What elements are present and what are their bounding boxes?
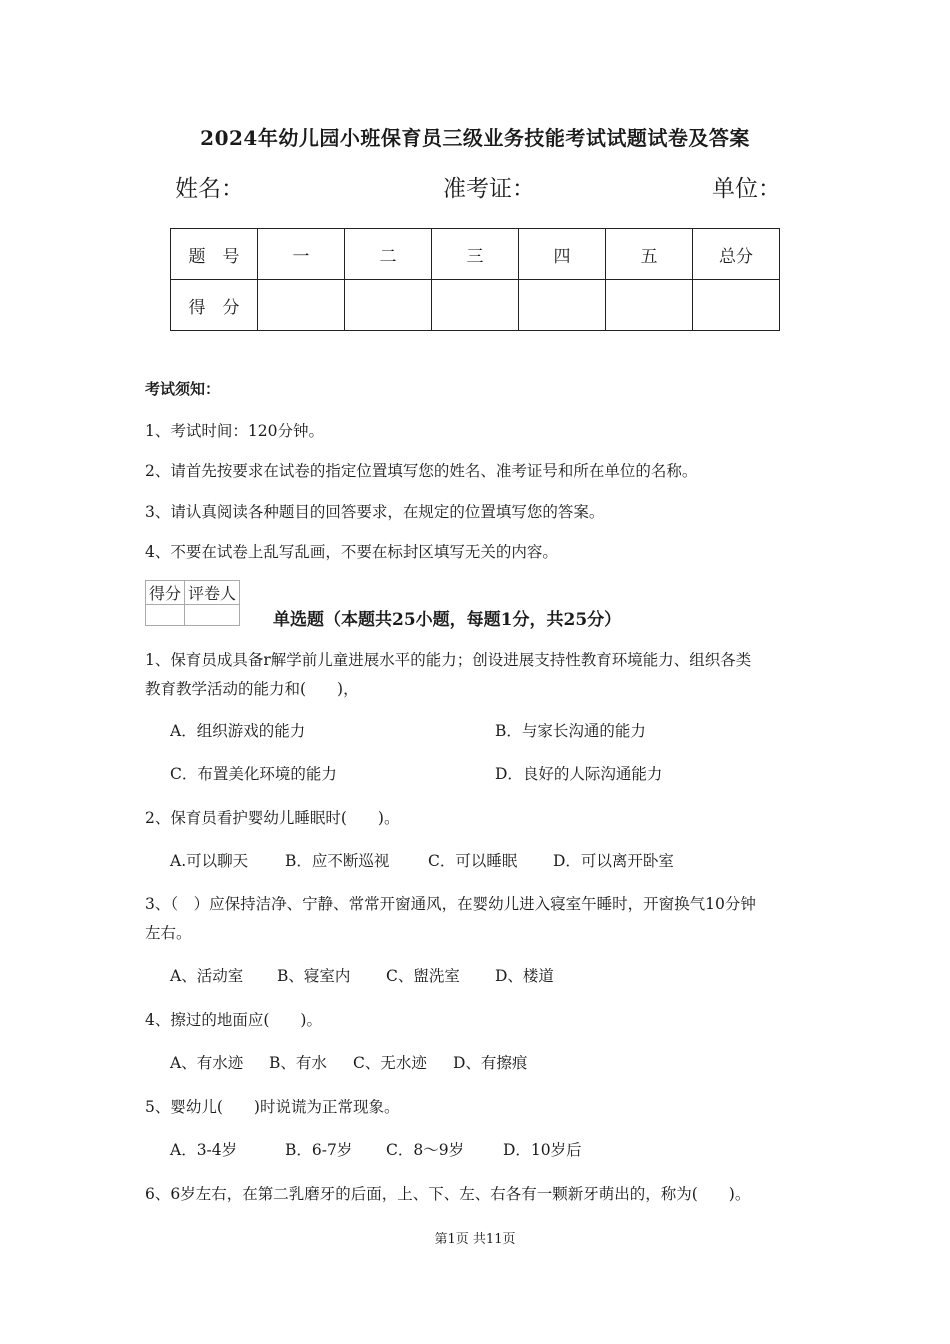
- question-text: 5、婴幼儿( )时说谎为正常现象。: [145, 1098, 400, 1116]
- score-table-header-cell: 二: [345, 229, 432, 280]
- grader-score-label: 得分: [146, 581, 185, 605]
- notice-item: 2、请首先按要求在试卷的指定位置填写您的姓名、准考证号和所在单位的名称。: [145, 462, 698, 480]
- option: C．布置美化环境的能力: [170, 765, 337, 783]
- name-field-label: 姓名：: [175, 176, 244, 202]
- score-table-header-cell: 四: [519, 229, 606, 280]
- score-cell[interactable]: [258, 280, 345, 331]
- option: B．6-7岁: [285, 1141, 353, 1159]
- question-text: 4、擦过的地面应( )。: [145, 1011, 322, 1029]
- question-text: 3、（ ）应保持洁净、宁静、常常开窗通风，在婴幼儿进入寝室午睡时，开窗换气10分钟: [145, 895, 756, 913]
- notice-item: 4、不要在试卷上乱写乱画，不要在标封区填写无关的内容。: [145, 543, 558, 561]
- option: D．可以离开卧室: [553, 852, 674, 870]
- option: C、无水迹: [353, 1054, 427, 1072]
- option: B、寝室内: [277, 967, 351, 985]
- option: A．3-4岁: [170, 1141, 238, 1159]
- option: D、楼道: [495, 967, 554, 985]
- question-text: 6、6岁左右，在第二乳磨牙的后面，上、下、左、右各有一颗新牙萌出的，称为( )。: [145, 1185, 751, 1203]
- score-cell[interactable]: [345, 280, 432, 331]
- grader-reviewer-label: 评卷人: [185, 581, 240, 605]
- grader-reviewer-cell[interactable]: [185, 605, 240, 626]
- option: D、有擦痕: [453, 1054, 528, 1072]
- grader-score-cell[interactable]: [146, 605, 185, 626]
- option: D．良好的人际沟通能力: [495, 765, 663, 783]
- score-cell[interactable]: [606, 280, 693, 331]
- section-heading: 单选题（本题共25小题，每题1分，共25分）: [273, 610, 622, 630]
- score-table-header-cell: 五: [606, 229, 693, 280]
- option: A.可以聊天: [170, 852, 249, 870]
- option: D．10岁后: [503, 1141, 582, 1159]
- score-table-header-row: [171, 229, 780, 280]
- unit-field-label: 单位：: [712, 176, 781, 202]
- score-cell[interactable]: [693, 280, 780, 331]
- score-cell[interactable]: [432, 280, 519, 331]
- notice-item: 3、请认真阅读各种题目的回答要求，在规定的位置填写您的答案。: [145, 503, 605, 521]
- question-text: 2、保育员看护婴幼儿睡眠时( )。: [145, 809, 400, 827]
- question-text: 教育教学活动的能力和( )，: [145, 680, 359, 698]
- option: A、活动室: [170, 967, 244, 985]
- option: B．与家长沟通的能力: [495, 722, 646, 740]
- notice-heading: 考试须知：: [145, 380, 221, 398]
- option: A、有水迹: [170, 1054, 244, 1072]
- score-cell[interactable]: [519, 280, 606, 331]
- option: B、有水: [269, 1054, 327, 1072]
- question-text: 1、保育员成具备r解学前儿童进展水平的能力；创设进展支持性教育环境能力、组织各类: [145, 651, 752, 669]
- option: C．8～9岁: [386, 1141, 465, 1159]
- option: B．应不断巡视: [285, 852, 390, 870]
- question-text: 左右。: [145, 924, 192, 942]
- page-footer: 第1页 共11页: [434, 1232, 516, 1247]
- option: A．组织游戏的能力: [170, 722, 306, 740]
- score-table: [170, 228, 780, 331]
- option: C、盥洗室: [386, 967, 460, 985]
- score-table-header-cell: 三: [432, 229, 519, 280]
- score-row-label: 得 分: [171, 280, 258, 331]
- option: C．可以睡眠: [428, 852, 518, 870]
- exam-id-field-label: 准考证：: [443, 176, 535, 202]
- score-table-score-row: [171, 280, 780, 331]
- document-title: 2024年幼儿园小班保育员三级业务技能考试试题试卷及答案: [200, 126, 750, 150]
- notice-item: 1、考试时间：120分钟。: [145, 422, 324, 440]
- grader-table: [145, 580, 240, 626]
- score-table-header-cell: 题 号: [171, 229, 258, 280]
- score-table-header-cell: 总分: [693, 229, 780, 280]
- score-table-header-cell: 一: [258, 229, 345, 280]
